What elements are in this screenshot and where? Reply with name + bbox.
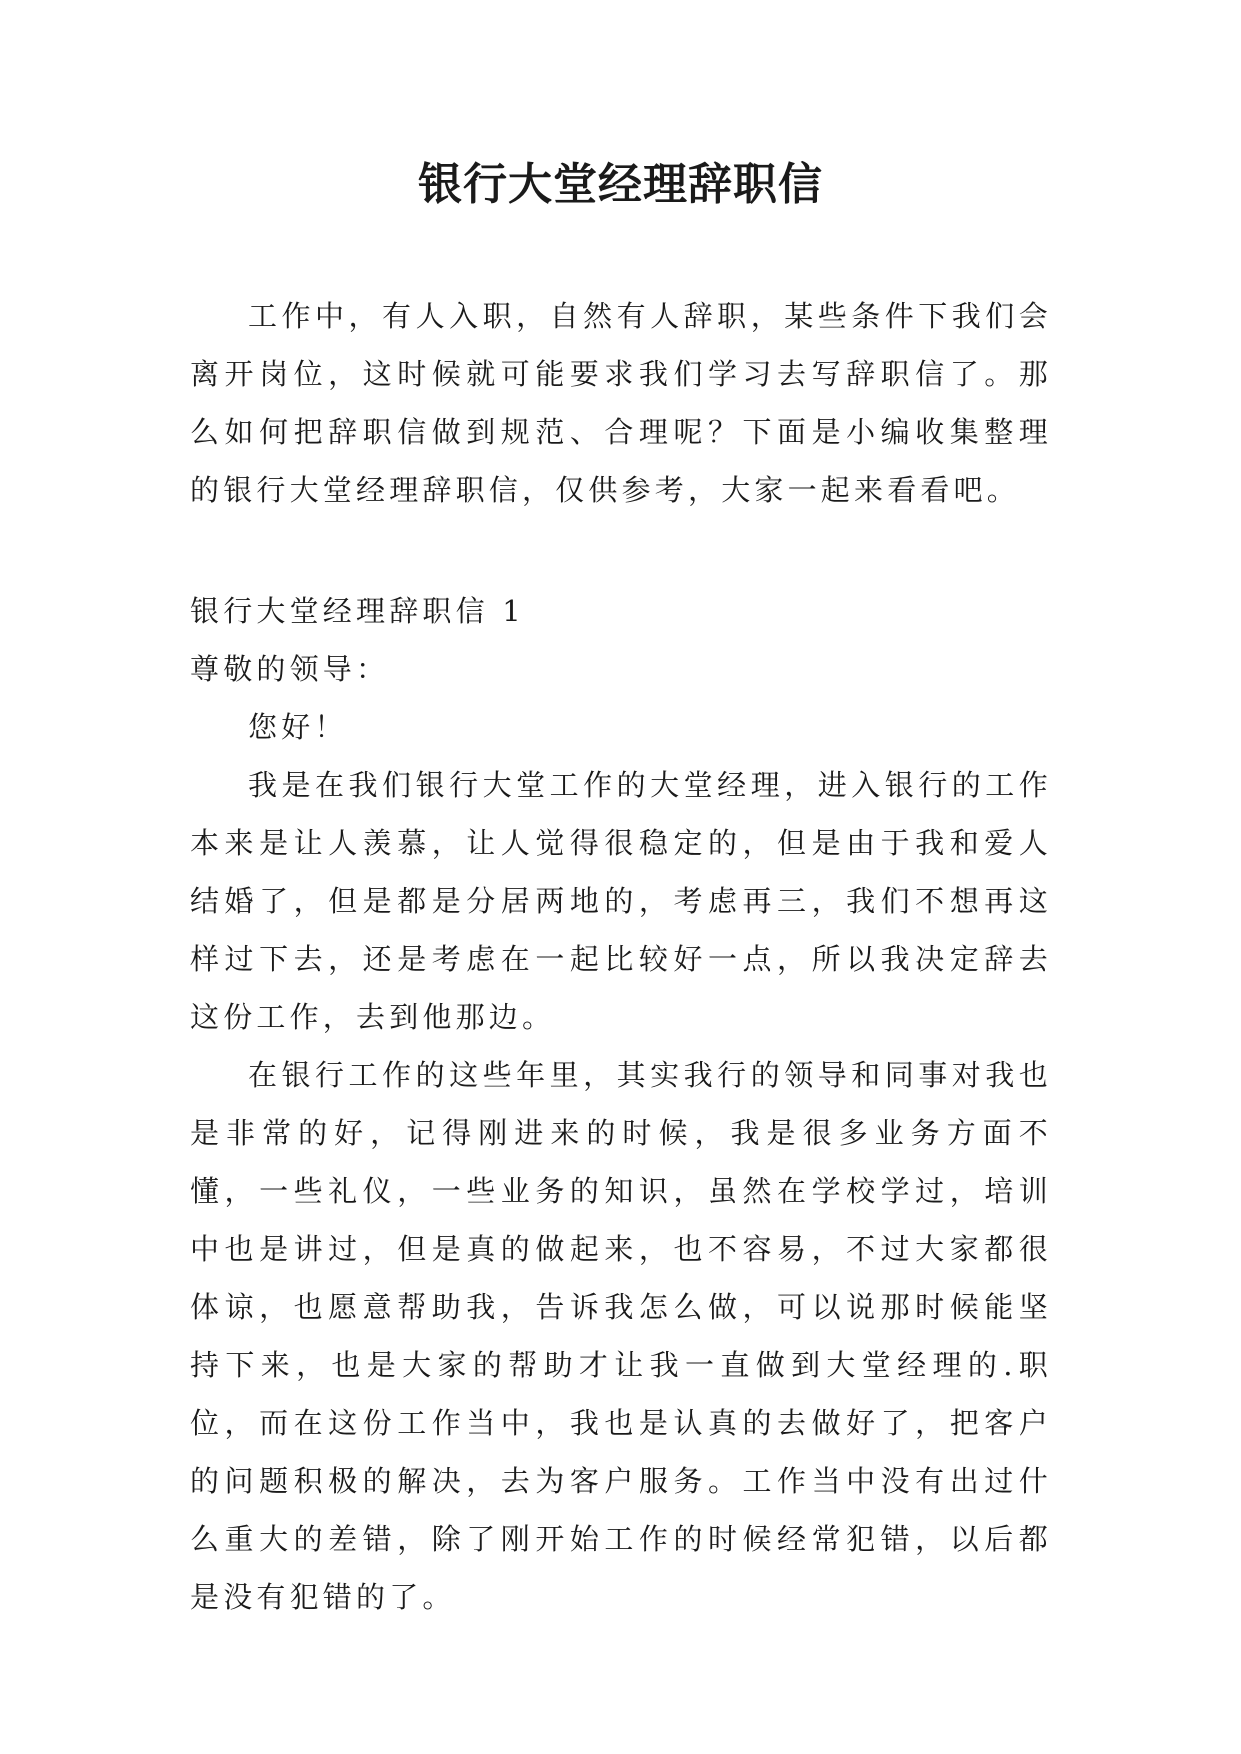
document-title: 银行大堂经理辞职信 xyxy=(418,159,823,210)
letter-greeting: 您好！ xyxy=(248,710,348,744)
letter-heading: 银行大堂经理辞职信 1 xyxy=(190,594,525,628)
letter-salutation: 尊敬的领导： xyxy=(190,652,390,686)
intro-paragraph: 工作中，有人入职，自然有人辞职，某些条件下我们会离开岗位，这时候就可能要求我们学习去写辞职信了。那么如何把辞职信做到规范、合理呢？下面是小编收集整理的银行大堂经理辞职信，仅供参考，大家一起来看看吧。 xyxy=(190,299,1052,507)
letter-paragraph: 在银行工作的这些年里，其实我行的领导和同事对我也是非常的好，记得刚进来的时候，我是很多业务方面不懂，一些礼仪，一些业务的知识，虽然在学校学过，培训中也是讲过，但是真的做起来，也不容易，不过大家都很体谅，也愿意帮助我，告诉我怎么做，可以说那时候能坚持下来，也是大家的帮助才让我一直做到大堂经理的.职位，而在这份工作当中，我也是认真的去做好了，把客户的问题积极的解决，去为客户服务。工作当中没有出过什么重大的差错，除了刚开始工作的时候经常犯错，以后都是没有犯错的了。 xyxy=(190,1058,1052,1614)
letter-paragraph: 我是在我们银行大堂工作的大堂经理，进入银行的工作本来是让人羡慕，让人觉得很稳定的，但是由于我和爱人结婚了，但是都是分居两地的，考虑再三，我们不想再这样过下去，还是考虑在一起比较好一点，所以我决定辞去这份工作，去到他那边。 xyxy=(190,768,1052,1034)
letter-body xyxy=(190,582,1052,1626)
